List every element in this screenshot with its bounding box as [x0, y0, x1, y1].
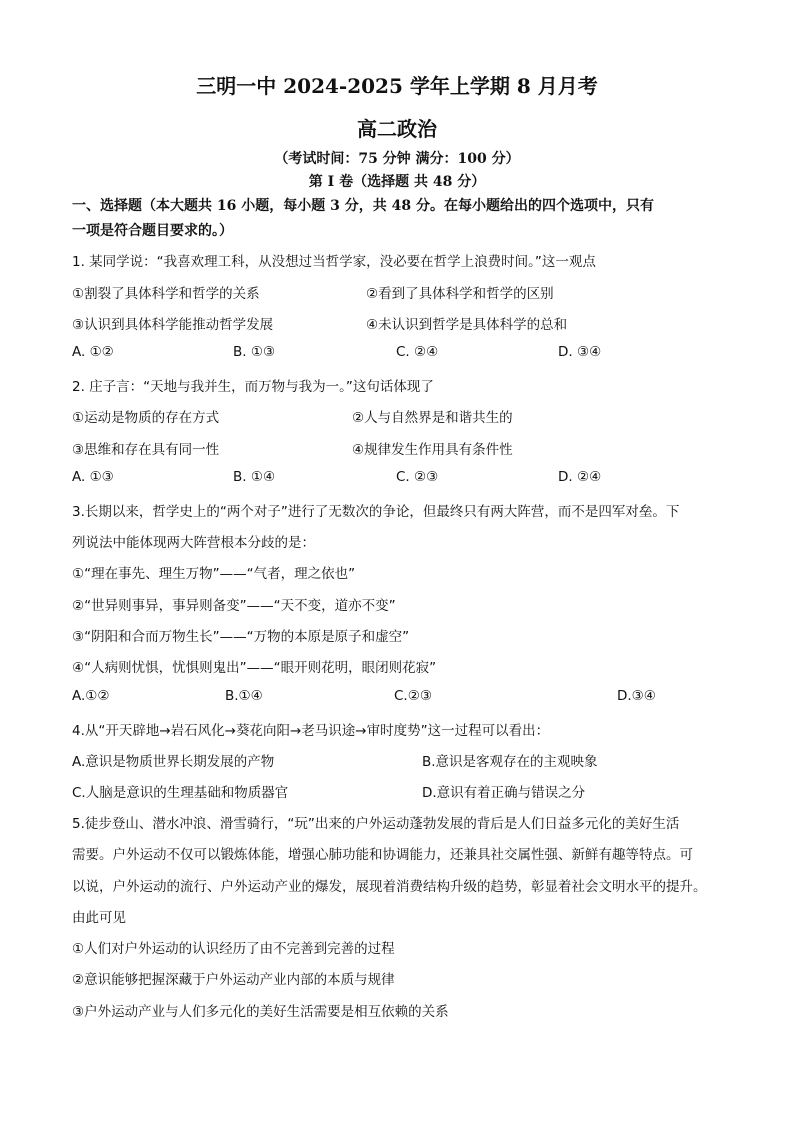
q3-option-c: C.②③	[394, 688, 432, 704]
q3-statement-2: ②“世异则事异，事异则备变”——“天不变，道亦不变”	[72, 598, 396, 614]
q5-stem-line1: 5.徒步登山、潜水冲浪、滑雪骑行，“玩”出来的户外运动蓬勃发展的背后是人们日益多元化的美好生活	[72, 816, 680, 832]
q3-statement-1: ①“理在事先、理生万物”——“气者，理之依也”	[72, 566, 356, 582]
q3-option-b: B.①④	[225, 688, 263, 704]
q4-option-d: D.意识有着正确与错误之分	[422, 785, 586, 801]
q3-option-d: D.③④	[617, 688, 656, 704]
q2-option-c: C. ②③	[396, 469, 439, 485]
q5-stem-line3: 以说，户外运动的流行、户外运动产业的爆发，展现着消费结构升级的趋势，彰显着社会文明水平的提升。	[72, 879, 707, 895]
exam-title: 三明一中 2024-2025 学年上学期 8 月月考	[196, 74, 598, 98]
q5-stem-line4: 由此可见	[72, 910, 126, 926]
q4-option-b: B.意识是客观存在的主观映象	[422, 754, 598, 770]
q1-statement-2: ②看到了具体科学和哲学的区别	[366, 286, 554, 302]
q1-statement-1: ①割裂了具体科学和哲学的关系	[72, 286, 260, 302]
q3-stem-line2: 列说法中能体现两大阵营根本分歧的是：	[72, 535, 315, 551]
q2-stem: 2. 庄子言：“天地与我并生，而万物与我为一。”这句话体现了	[72, 379, 434, 395]
q1-option-b: B. ①③	[233, 344, 276, 360]
q4-option-c: C.人脑是意识的生理基础和物质器官	[72, 785, 289, 801]
subject-title: 高二政治	[357, 117, 437, 141]
q1-statement-4: ④未认识到哲学是具体科学的总和	[366, 317, 568, 333]
q5-statement-1: ①人们对户外运动的认识经历了由不完善到完善的过程	[72, 941, 395, 957]
section-heading-line2: 一项是符合题目要求的。）	[72, 223, 233, 239]
q2-option-a: A. ①③	[72, 469, 114, 485]
q4-stem: 4.从“开天辟地→岩石风化→葵花向阳→老马识途→审时度势”这一过程可以看出：	[72, 723, 550, 739]
q1-statement-3: ③认识到具体科学能推动哲学发展	[72, 317, 274, 333]
q3-option-a: A.①②	[72, 688, 110, 704]
q2-statement-1: ①运动是物质的存在方式	[72, 410, 220, 426]
q3-statement-3: ③“阴阳和合而万物生长”——“万物的本原是原子和虚空”	[72, 629, 410, 645]
q3-stem-line1: 3.长期以来，哲学史上的“两个对子”进行了无数次的争论，但最终只有两大阵营，而不是四军对垒。下	[72, 504, 680, 520]
q2-option-b: B. ①④	[233, 469, 276, 485]
q2-option-d: D. ②④	[558, 469, 602, 485]
exam-info: （考试时间：75 分钟 满分：100 分）	[274, 151, 520, 167]
q1-stem: 1. 某同学说：“我喜欢理工科，从没想过当哲学家，没必要在哲学上浪费时间。”这一观点	[72, 254, 596, 270]
q2-statement-2: ②人与自然界是和谐共生的	[352, 410, 513, 426]
q1-option-c: C. ②④	[396, 344, 439, 360]
volume-title: 第 I 卷（选择题 共 48 分）	[308, 174, 486, 190]
q1-option-d: D. ③④	[558, 344, 602, 360]
q2-statement-3: ③思维和存在具有同一性	[72, 442, 220, 458]
section-heading-line1: 一、选择题（本大题共 16 小题，每小题 3 分，共 48 分。在每小题给出的四个选项中，只有	[72, 198, 654, 214]
q2-statement-4: ④规律发生作用具有条件性	[352, 442, 513, 458]
q4-option-a: A.意识是物质世界长期发展的产物	[72, 754, 275, 770]
q5-statement-3: ③户外运动产业与人们多元化的美好生活需要是相互依赖的关系	[72, 1004, 449, 1020]
q1-option-a: A. ①②	[72, 344, 114, 360]
q5-statement-2: ②意识能够把握深藏于户外运动产业内部的本质与规律	[72, 972, 395, 988]
q3-statement-4: ④“人病则忧惧，忧惧则鬼出”——“眼开则花明，眼闭则花寂”	[72, 660, 437, 676]
q5-stem-line2: 需要。户外运动不仅可以锻炼体能，增强心肺功能和协调能力，还兼具社交属性强、新鲜有趣等特点。可	[72, 847, 693, 863]
